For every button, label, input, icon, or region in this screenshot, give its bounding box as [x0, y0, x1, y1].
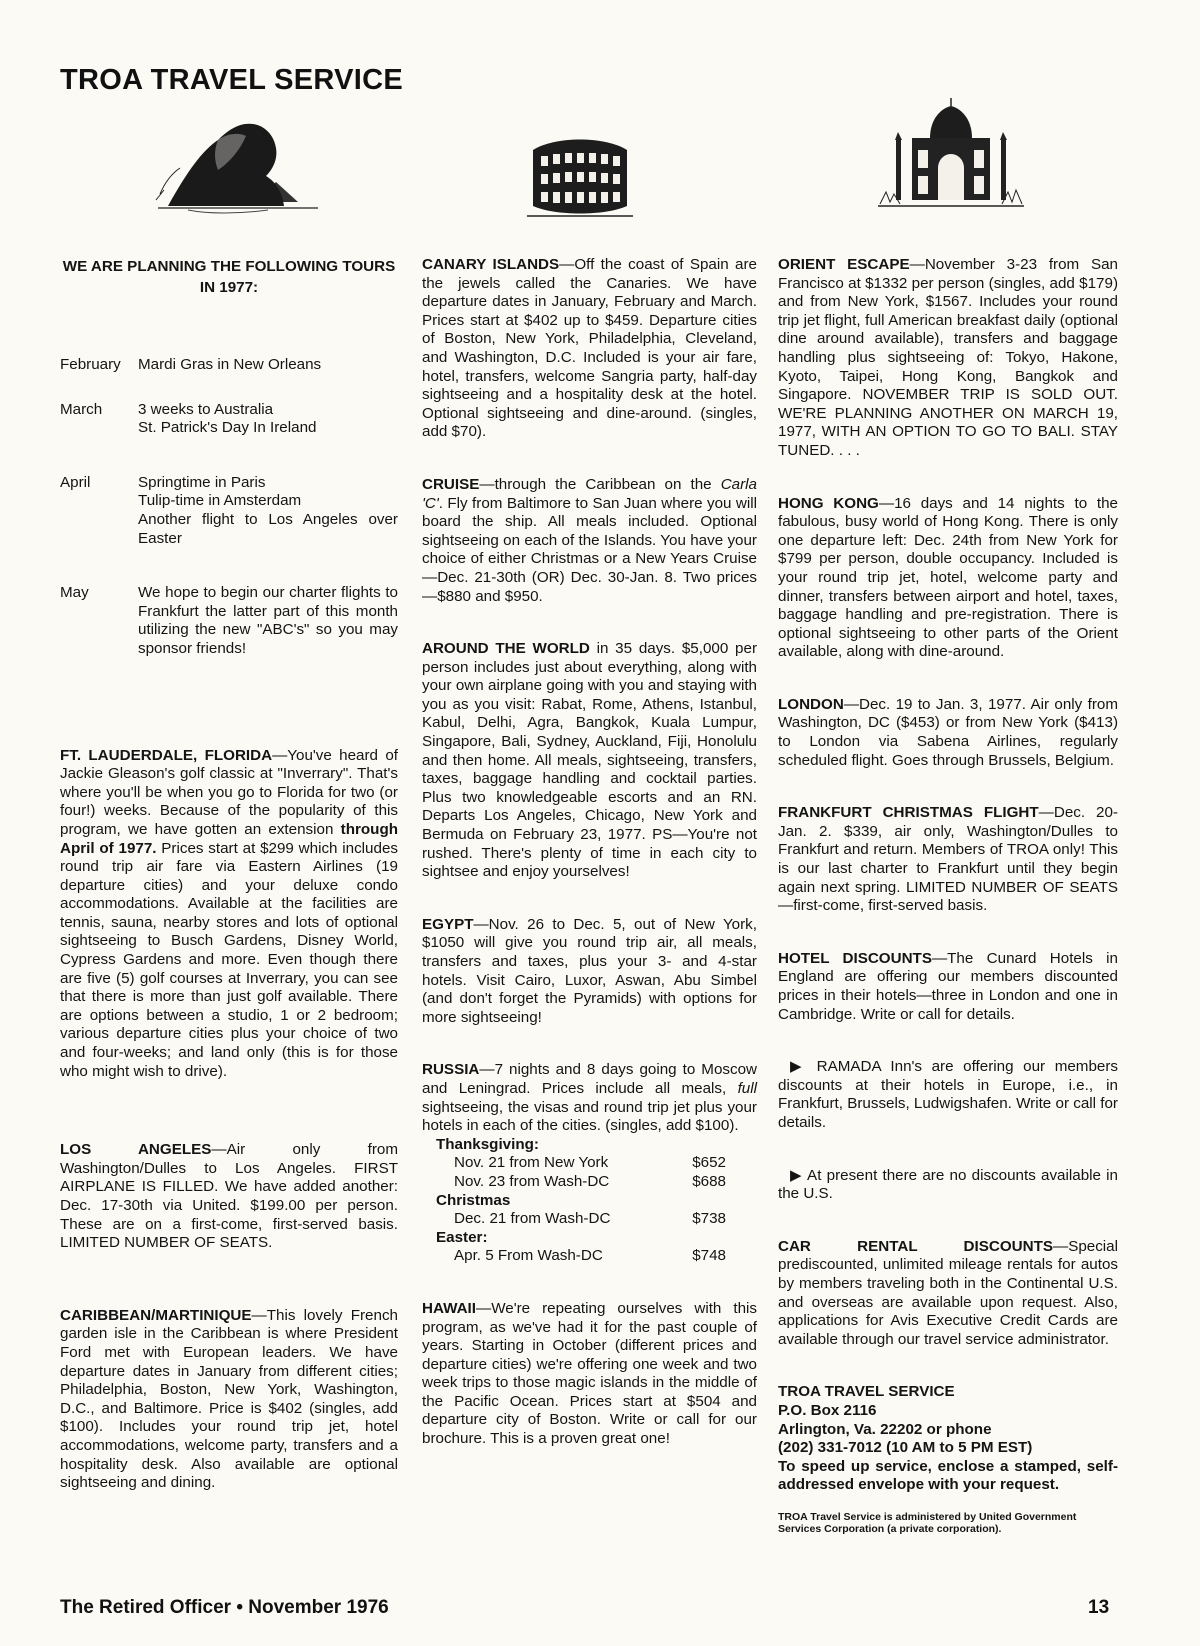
london-section [778, 696, 1118, 770]
section-heading: RUSSIA [422, 1061, 480, 1079]
colosseum-illustration [525, 130, 635, 220]
price-trip: Dec. 21 from Wash-DC [454, 1210, 611, 1228]
section-heading: ORIENT ESCAPE [778, 256, 910, 273]
section-heading: HOTEL DISCOUNTS [778, 949, 932, 967]
section-text: —You've heard of Jackie Gleason's golf classic at "Inverrary". That's where you'll be when you go to Florida for two (or four!) weeks. Because of the popularity of this program, we have gotten an extension [60, 746, 398, 838]
tour-month: March [60, 400, 103, 418]
caribbean-section [60, 1307, 398, 1493]
tour-item: Springtime in Paris [138, 473, 266, 491]
price-trip: Apr. 5 From Wash-DC [454, 1247, 603, 1265]
section-text: in 35 days. $5,000 per person includes just about everything, along with your own airplane going with you and staying with you as you visit: Rabat, Rome, Athens, Istanbul, Kabul, Delhi, Agra, Bangkok, Kuala Lumpur, Singapore, Bali, Sydney, Auckland, Fiji, Honolulu and then home. All meals, sightseeing, transfers, taxes, baggage handling and cocktail parties. Plus two knowledgeable escorts and an RN. Departs Los Angeles, Chicago, New York and Bermuda on February 23, 1977. PS—You're not rushed. There's plenty of time in each city to sightsee and enjoy yourselves! [422, 640, 758, 881]
section-heading: LOS ANGELES [60, 1141, 212, 1159]
section-text: sightseeing, the visas and round trip jet plus your hotels in each of the cities. (singles, add $100). [422, 1098, 757, 1135]
section-text: . Fly from Baltimore to San Juan where you will board the ship. All meals included. Optional sightseeing on each of the Islands. You have your choice of either Christmas or a New Years Cruise—Dec. 21-30th (OR) Dec. 30-Jan. 8. Two prices—$880 and $950. [422, 494, 757, 605]
speed-up-note: To speed up service, enclose a stamped, self-addressed envelope with your request. [778, 1457, 1118, 1494]
price-row [436, 1154, 726, 1173]
price-trip: Nov. 23 from Wash-DC [454, 1172, 610, 1190]
section-text: —7 nights and 8 days going to Moscow and Leningrad. Prices include all meals, [422, 1061, 757, 1097]
price-value: $738 [692, 1210, 726, 1228]
column-right [778, 256, 1118, 1535]
tour-month: April [60, 473, 91, 491]
address-line: TROA TRAVEL SERVICE [778, 1383, 955, 1401]
price-value: $652 [692, 1154, 726, 1172]
section-text: —November 3-23 from San Francisco at $1332 per person (singles, add $179) and from New York, $1567. Includes your round trip jet flight, full American breakfast daily (optional dine around available), transfers and baggage handling plus sightseeing of: Tokyo, Hakone, Kyoto, Taipei, Hong Kong, Bangkok and Singapore. NOVEMBER TRIP IS SOLD OUT. WE'RE PLANNING ANOTHER ON MARCH 19, 1977, WITH AN OPTION TO GO TO BALI. STAY TUNED. . . . [778, 256, 1118, 459]
address-line: P.O. Box 2116 [778, 1401, 877, 1419]
section-heading: EGYPT [422, 915, 474, 933]
section-text: —This lovely French garden isle in the Caribbean is where President Ford met with European leaders. We have departure dates in January from different cities; Philadelphia, Boston, New York, Washington, D.C., and Baltimore. Price is $402 (singles, add $100). Includes your round trip jet, hotel accommodations, welcome party, transfers and a hospitality desk. Also available are optional sightseeing and dining. [60, 1306, 398, 1492]
ship-name: Carla 'C' [422, 475, 757, 512]
section-heading: HONG KONG [778, 494, 879, 512]
section-text: —The Cunard Hotels in England are offering our members discounted prices in their hotels—three in London and one in Cambridge. Write or call for details. [778, 949, 1118, 1023]
los-angeles-section [60, 1141, 398, 1253]
section-heading: CANARY ISLANDS [422, 256, 560, 273]
hotel-discounts-section [778, 950, 1118, 1204]
price-row [436, 1210, 726, 1229]
contact-address [778, 1383, 1118, 1495]
no-us-discounts-note: ▶ At present there are no discounts available in the U.S. [778, 1166, 1118, 1203]
hotel-discounts-text [778, 950, 1118, 1024]
section-emphasis: through April of 1977. [60, 820, 398, 857]
price-value: $748 [692, 1247, 726, 1265]
tour-item: Mardi Gras in New Orleans [138, 356, 322, 373]
egypt-section [422, 916, 757, 1028]
address-line: Arlington, Va. 22202 or phone [778, 1420, 992, 1438]
section-text: —Air only from Washington/Dulles to Los Angeles. FIRST AIRPLANE IS FILLED. We have added another: Dec. 17-30th via United. $199.00 per person. These are on a first-come, first-served basis. LIMITED NUMBER OF SEATS. [60, 1141, 398, 1252]
cruise-section [422, 476, 757, 606]
tour-row-may [60, 584, 398, 658]
section-text: —Dec. 19 to Jan. 3, 1977. Air only from Washington, DC ($453) or from New York ($413) to London via Sabena Airlines, regularly scheduled flight. Goes through Brussels, Belgium. [778, 695, 1118, 769]
section-heading: FT. LAUDERDALE, FLORIDA [60, 746, 273, 764]
ramada-note: ▶ RAMADA Inn's are offering our members discounts at their hotels in Europe, i.e., in Frankfurt, Brussels, Ludwigshafen. Write or call for details. [778, 1058, 1118, 1131]
ft-lauderdale-section [60, 747, 398, 1082]
section-text: —Special prediscounted, unlimited mileage rentals for autos by members traveling both in the Continental U.S. and overseas are available upon request. Also, applications for Avis Executive Credit Cards are available through our travel service administrator. [778, 1237, 1118, 1348]
orient-escape-section [778, 256, 1118, 461]
tour-row-february [60, 356, 398, 375]
tour-item: 3 weeks to Australia [138, 400, 274, 418]
section-text: —Nov. 26 to Dec. 5, out of New York, $1050 will give you round trip air, all meals, transfers and taxes, plus your 3- and 4-star hotels. Visit Cairo, Luxor, Aswan, Abu Simbel (and don't forget the Pyramids) with options for more sightseeing! [422, 915, 757, 1026]
phone-line: (202) 331-7012 (10 AM to 5 PM EST) [778, 1439, 1033, 1457]
price-value: $688 [692, 1172, 726, 1190]
price-group-label: Thanksgiving: [436, 1135, 539, 1153]
section-emphasis: full [737, 1079, 757, 1097]
tour-item: St. Patrick's Day In Ireland [138, 419, 317, 437]
section-text: —16 days and 14 nights to the fabulous, busy world of Hong Kong. There is only one departure left: Dec. 24th from New York for $799 per person, double occupancy. Included is your round trip jet, hotel, welcome party and dinner, transfers between airport and hotel, taxes, baggage handling and pre-registration. There is optional sightseeing to other parts of the Orient available, along with dine-around. [778, 494, 1118, 661]
hong-kong-section [778, 495, 1118, 662]
section-text: —through the Caribbean on the [479, 475, 721, 493]
frankfurt-section [778, 804, 1118, 916]
tour-month: February [60, 356, 121, 373]
russia-price-table [436, 1136, 726, 1266]
tour-row-march [60, 401, 398, 438]
car-rental-section [778, 1238, 1118, 1350]
around-the-world-section [422, 640, 757, 882]
administration-note: TROA Travel Service is administered by United Government Services Corporation (a private corporation). [778, 1510, 1077, 1535]
sphinx-illustration [148, 110, 328, 230]
taj-mahal-illustration [876, 94, 1026, 224]
section-heading: LONDON [778, 695, 844, 713]
price-group-label: Christmas [436, 1191, 511, 1209]
price-group-label: Easter: [436, 1228, 488, 1246]
section-heading: HAWAII [422, 1299, 477, 1317]
canary-islands-section [422, 256, 757, 442]
section-heading: CAR RENTAL DISCOUNTS [778, 1237, 1053, 1255]
column-left [60, 256, 398, 1527]
section-text: —Off the coast of Spain are the jewels called the Canaries. We have departure dates in January, February and March. Prices start at $402 up to $459. Departure cities of Boston, New York, Philadelphia, Cleveland, and Washington, D.C. Included is your air fare, hotel, transfers, welcome Sangria party, half-day sightseeing and a hospitality desk at the hotel. Optional sightseeing and dine-around. (singles, add $70). [422, 256, 757, 441]
section-heading: FRANKFURT CHRISTMAS FLIGHT [778, 804, 1039, 822]
section-heading: CARIBBEAN/MARTINIQUE [60, 1306, 252, 1324]
price-trip: Nov. 21 from New York [454, 1154, 609, 1172]
publication-footer: The Retired Officer • November 1976 [60, 1597, 389, 1618]
section-text: —Dec. 20-Jan. 2. $339, air only, Washington/Dulles to Frankfurt and return. Members of TROA only! This is our last charter to Frankfurt until they begin again next spring. LIMITED NUMBER OF SEATS—first-come, first-served basis. [778, 804, 1118, 915]
page-title: TROA TRAVEL SERVICE [60, 64, 404, 96]
hawaii-section [422, 1300, 757, 1449]
tour-item: Tulip-time in Amsterdam [138, 492, 302, 510]
price-row [436, 1173, 726, 1192]
column-middle [422, 256, 757, 1483]
russia-section [422, 1061, 757, 1135]
tour-item: We hope to begin our charter flights to Frankfurt the latter part of this month utilizing the new "ABC's" so you may sponsor friends! [138, 584, 398, 657]
planning-heading: WE ARE PLANNING THE FOLLOWING TOURS IN 1977: [62, 258, 396, 296]
section-text: —We're repeating ourselves with this program, as we've had it for the past couple of years. Starting in October (different prices and departure cities) we're offering one week and two week trips to those magic islands in the middle of the Pacific Ocean. Prices start at $504 and departure city of Boston. Write or call for our brochure. This is a proven great one! [422, 1299, 757, 1448]
tour-month: May [60, 584, 89, 602]
price-row [436, 1247, 726, 1266]
tour-item: Another flight to Los Angeles over Easter [138, 510, 398, 547]
section-text: Prices start at $299 which includes round trip air fare via Eastern Airlines (19 departure cities) and your deluxe condo accommodations. Available at the facilities are tennis, sauna, nearby stores and lots of optional sightseeing to Busch Gardens, Disney World, Cypress Gardens and more. Even though there are five (5) golf courses at Inverrary, you can see that there is more than just golf available. There are options between a studio, 1 or 2 bedroom; various departure cities plus your choice of two and four-weeks; and land only (this is for those who might wish to drive). [60, 839, 398, 1080]
tour-row-april [60, 474, 398, 548]
section-heading: AROUND THE WORLD [422, 640, 590, 658]
page-number: 13 [1088, 1597, 1110, 1618]
section-heading: CRUISE [422, 475, 480, 493]
